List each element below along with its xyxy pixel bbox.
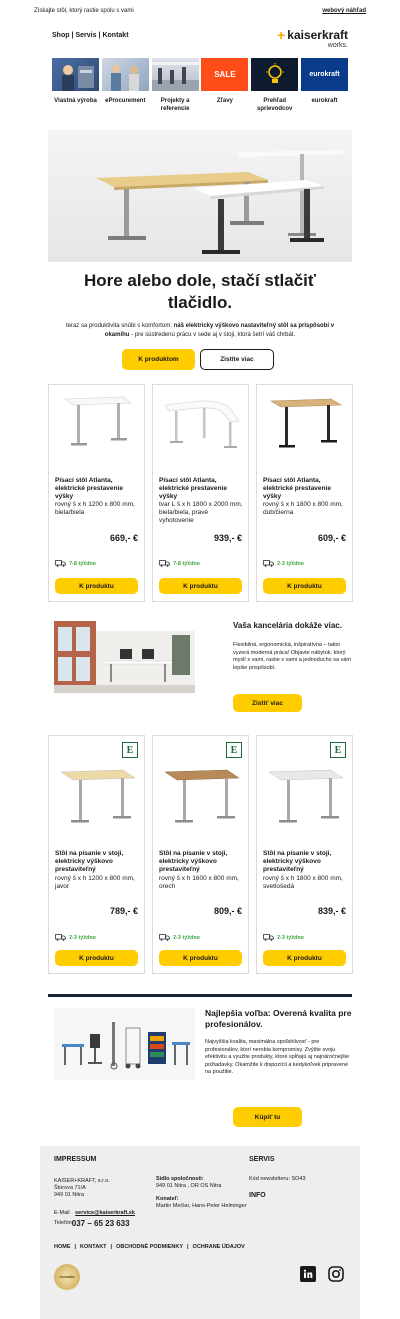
product-card[interactable] <box>152 735 249 974</box>
product-name: Stôl na písanie v stoji, elektricky výškovo prestaviteľný <box>55 850 124 873</box>
product-image <box>159 391 244 463</box>
projects-image <box>152 58 199 91</box>
footer-links <box>54 1244 245 1250</box>
email-link[interactable]: service@kaiserkraft.sk <box>75 1210 135 1216</box>
truck-icon <box>159 934 170 941</box>
delivery-info <box>159 934 200 941</box>
hero-image[interactable] <box>48 130 352 262</box>
footer <box>40 1146 360 1319</box>
best-choice-text: Najvyššia kvalita, maximálna spoľahlivosť - pre profesionálov, ktorí nerobia kompromisy. Zvýšte svoju efektivitu a využite produkty, ktoré spĺňajú aj najnáročnejšie požiadavky. Okamžite k dispozícii a kedykoľvek pripravené na použitie. <box>205 1039 350 1075</box>
delivery-info <box>263 934 304 941</box>
footer-link-separator: | <box>74 1244 77 1250</box>
seat-text: 949 01 Nitra , OR OS Nitra <box>156 1183 222 1189</box>
category-sprievodcov[interactable] <box>251 58 298 113</box>
company-name: KAISER+KRAFT, s.r.o. <box>54 1178 110 1184</box>
truck-icon <box>55 934 66 941</box>
category-label: Prehľad sprievodcov <box>257 98 293 112</box>
web-view-link[interactable]: webový náhľad <box>322 8 366 14</box>
product-card[interactable] <box>152 384 249 602</box>
office-learn-more-button[interactable]: Zistiť viac <box>233 694 302 712</box>
eco-badge-icon: E <box>122 742 138 758</box>
preheader <box>34 8 366 20</box>
product-card[interactable] <box>256 384 353 602</box>
product-card[interactable] <box>256 735 353 974</box>
delivery-info <box>263 560 304 567</box>
delivery-time: 7-8 týždne <box>173 560 200 567</box>
category-label: eProcurement <box>105 98 146 104</box>
logo-brand: kaiserkraft <box>287 28 348 42</box>
intro-text-pre: teraz sa produktivita snúbi s komfortom: <box>65 323 174 329</box>
delivery-time: 7-8 týždne <box>69 560 96 567</box>
delivery-info <box>55 934 96 941</box>
delivery-time: 2-3 týždne <box>69 934 96 941</box>
eco-badge-icon: E <box>330 742 346 758</box>
nav-servis-link[interactable]: Servis <box>75 32 97 39</box>
preheader-tagline: Získajte stôl, ktorý rastie spolu s vami <box>34 8 134 14</box>
category-label: Vlastná výroba <box>54 98 97 104</box>
category-projekty[interactable] <box>152 58 199 113</box>
product-name: Písací stôl Atlanta, elektrické prestavenie výšky <box>263 477 331 500</box>
sale-tile: SALE <box>201 58 248 91</box>
footer-link-separator: | <box>187 1244 189 1250</box>
product-description: rovný š x h 1800 x 800 mm, svetlošedá <box>263 875 343 890</box>
hero-intro-text <box>58 322 342 339</box>
product-image <box>263 762 348 834</box>
category-label: eurokraft <box>311 98 338 104</box>
product-button[interactable]: K produktu <box>159 578 242 594</box>
office-image[interactable] <box>54 621 195 693</box>
product-price: 839,- € <box>317 906 346 916</box>
buy-here-button[interactable]: Kúpiť tu <box>233 1107 302 1127</box>
email-header <box>52 28 348 54</box>
truck-icon <box>55 560 66 567</box>
product-card[interactable] <box>48 384 145 602</box>
seat-title: Sídlo spoločnosti: <box>156 1176 204 1182</box>
delivery-info <box>55 560 96 567</box>
category-zlavy[interactable] <box>201 58 248 113</box>
footer-link-privacy[interactable]: OCHRANE ÚDAJOV <box>192 1244 245 1250</box>
email-row <box>54 1210 135 1217</box>
nav-separator: | <box>98 32 101 39</box>
linkedin-icon[interactable] <box>300 1266 316 1282</box>
footer-link-kontakt[interactable]: KONTAKT <box>80 1244 107 1250</box>
footer-link-home[interactable]: HOME <box>54 1244 71 1250</box>
info-heading: INFO <box>249 1192 266 1199</box>
instagram-icon[interactable] <box>328 1266 344 1282</box>
section-divider <box>48 994 352 997</box>
nav-kontakt-link[interactable]: Kontakt <box>102 32 129 39</box>
product-price: 939,- € <box>213 533 242 543</box>
product-card[interactable] <box>48 735 145 974</box>
product-name: Písací stôl Atlanta, elektrické prestavenie výšky <box>159 477 227 500</box>
product-image <box>55 762 140 834</box>
product-button[interactable]: K produktu <box>55 578 138 594</box>
product-price: 669,- € <box>109 533 138 543</box>
hero-headline: Hore alebo dole, stačí stlačiť tlačidlo. <box>83 271 317 312</box>
category-vlastna-vyroba[interactable] <box>52 58 99 113</box>
category-eurokraft[interactable] <box>301 58 348 113</box>
intro-text-post: - pre sústredenú prácu v sede aj v stoji, ktorá šetrí váš chrbát. <box>129 331 296 338</box>
product-button[interactable]: K produktu <box>263 578 346 594</box>
product-button[interactable]: K produktu <box>159 950 242 966</box>
truck-icon <box>263 560 274 567</box>
best-choice-title: Najlepšia voľba: Overená kvalita pre profesionálov. <box>205 1008 352 1029</box>
product-description: rovný š x h 1800 x 800 mm, dub/čierna <box>263 501 343 516</box>
nav-separator: | <box>71 32 74 39</box>
product-name: Stôl na písanie v stoji, elektricky výškovo prestaviteľný <box>263 850 332 873</box>
delivery-info <box>159 560 200 567</box>
category-label: Projekty a referencie <box>160 98 190 112</box>
product-description: rovný š x h 1600 x 800 mm, orech <box>159 875 239 890</box>
product-price: 789,- € <box>109 906 138 916</box>
category-eprocurement[interactable] <box>102 58 149 113</box>
newsletter-code: Kód newsletteru: SO43 <box>249 1176 306 1182</box>
office-title: Vaša kancelária dokáže viac. <box>233 621 342 630</box>
product-button[interactable]: K produktu <box>263 950 346 966</box>
intro-text-bold: náš elektricky výškovo nastaviteľný stôl sa prispôsobí v okamihu <box>104 323 335 338</box>
to-products-button[interactable]: K produktom <box>122 349 195 370</box>
contact-title: Konateľ: <box>156 1196 179 1202</box>
product-description: rovný š x h 1200 x 800 mm, javor <box>55 875 135 890</box>
logo-plus-icon: + <box>277 27 286 43</box>
delivery-time: 2-3 týždne <box>173 934 200 941</box>
product-price: 809,- € <box>213 906 242 916</box>
delivery-time: 2-3 týždne <box>277 560 304 567</box>
eco-badge-icon: E <box>226 742 242 758</box>
product-name: Písací stôl Atlanta, elektrické prestavenie výšky <box>55 477 123 500</box>
truck-icon <box>159 560 170 567</box>
truck-icon <box>263 934 274 941</box>
nav-shop-link[interactable]: Shop <box>52 32 70 39</box>
kaiserkraft-logo[interactable] <box>277 28 348 49</box>
footer-link-separator: | <box>110 1244 113 1250</box>
learn-more-button[interactable]: Zistite viac <box>200 349 274 370</box>
product-button[interactable]: K produktu <box>55 950 138 966</box>
delivery-time: 2-3 týždne <box>277 934 304 941</box>
product-name: Stôl na písanie v stoji, elektricky výškovo prestaviteľný <box>159 850 228 873</box>
product-price: 609,- € <box>317 533 346 543</box>
eprocurement-image <box>102 58 149 91</box>
contact-text: Martin Mečiar, Hans-Peter Helminger <box>156 1203 247 1209</box>
product-image <box>159 762 244 834</box>
logo-sub: works. <box>327 42 348 49</box>
manufacturing-image <box>52 58 99 91</box>
phone-label: Telefón <box>54 1220 72 1226</box>
category-tiles <box>52 58 348 113</box>
professional-equipment-image[interactable] <box>54 1008 195 1080</box>
ecovadis-badge[interactable]: ecovadis <box>54 1264 80 1290</box>
product-image <box>55 391 140 463</box>
company-street: Štúrova 71/A <box>54 1185 86 1191</box>
phone-number[interactable]: 037 – 65 23 633 <box>71 1219 130 1228</box>
impressum-heading: IMPRESSUM <box>54 1156 97 1163</box>
eurokraft-logo: eurokraft <box>301 58 348 91</box>
office-text: Flexibilná, ergonomická, inšpiratívna – takto vyzerá moderná práca! Objavte nábytok, ktorý myslí s vami, rastie s vami a jednoducho sa vám lepšie prispôsobí. <box>233 642 351 671</box>
company-city: 949 01 Nitra <box>54 1192 84 1198</box>
product-description: rovný š x h 1200 x 800 mm, biela/biela <box>55 501 135 516</box>
lightbulb-icon <box>251 58 298 91</box>
footer-link-terms[interactable]: OBCHODNÉ PODMIENKY <box>116 1244 183 1250</box>
email-label: E-Mail <box>54 1210 70 1216</box>
product-description: tvar L š x h 1800 x 2000 mm, biela/biela, pravé vyhotovenie <box>159 501 243 524</box>
top-nav <box>52 32 129 39</box>
category-label: Zľavy <box>216 98 233 104</box>
product-image <box>263 391 348 463</box>
phone-row <box>54 1220 130 1227</box>
servis-heading: SERVIS <box>249 1156 275 1163</box>
